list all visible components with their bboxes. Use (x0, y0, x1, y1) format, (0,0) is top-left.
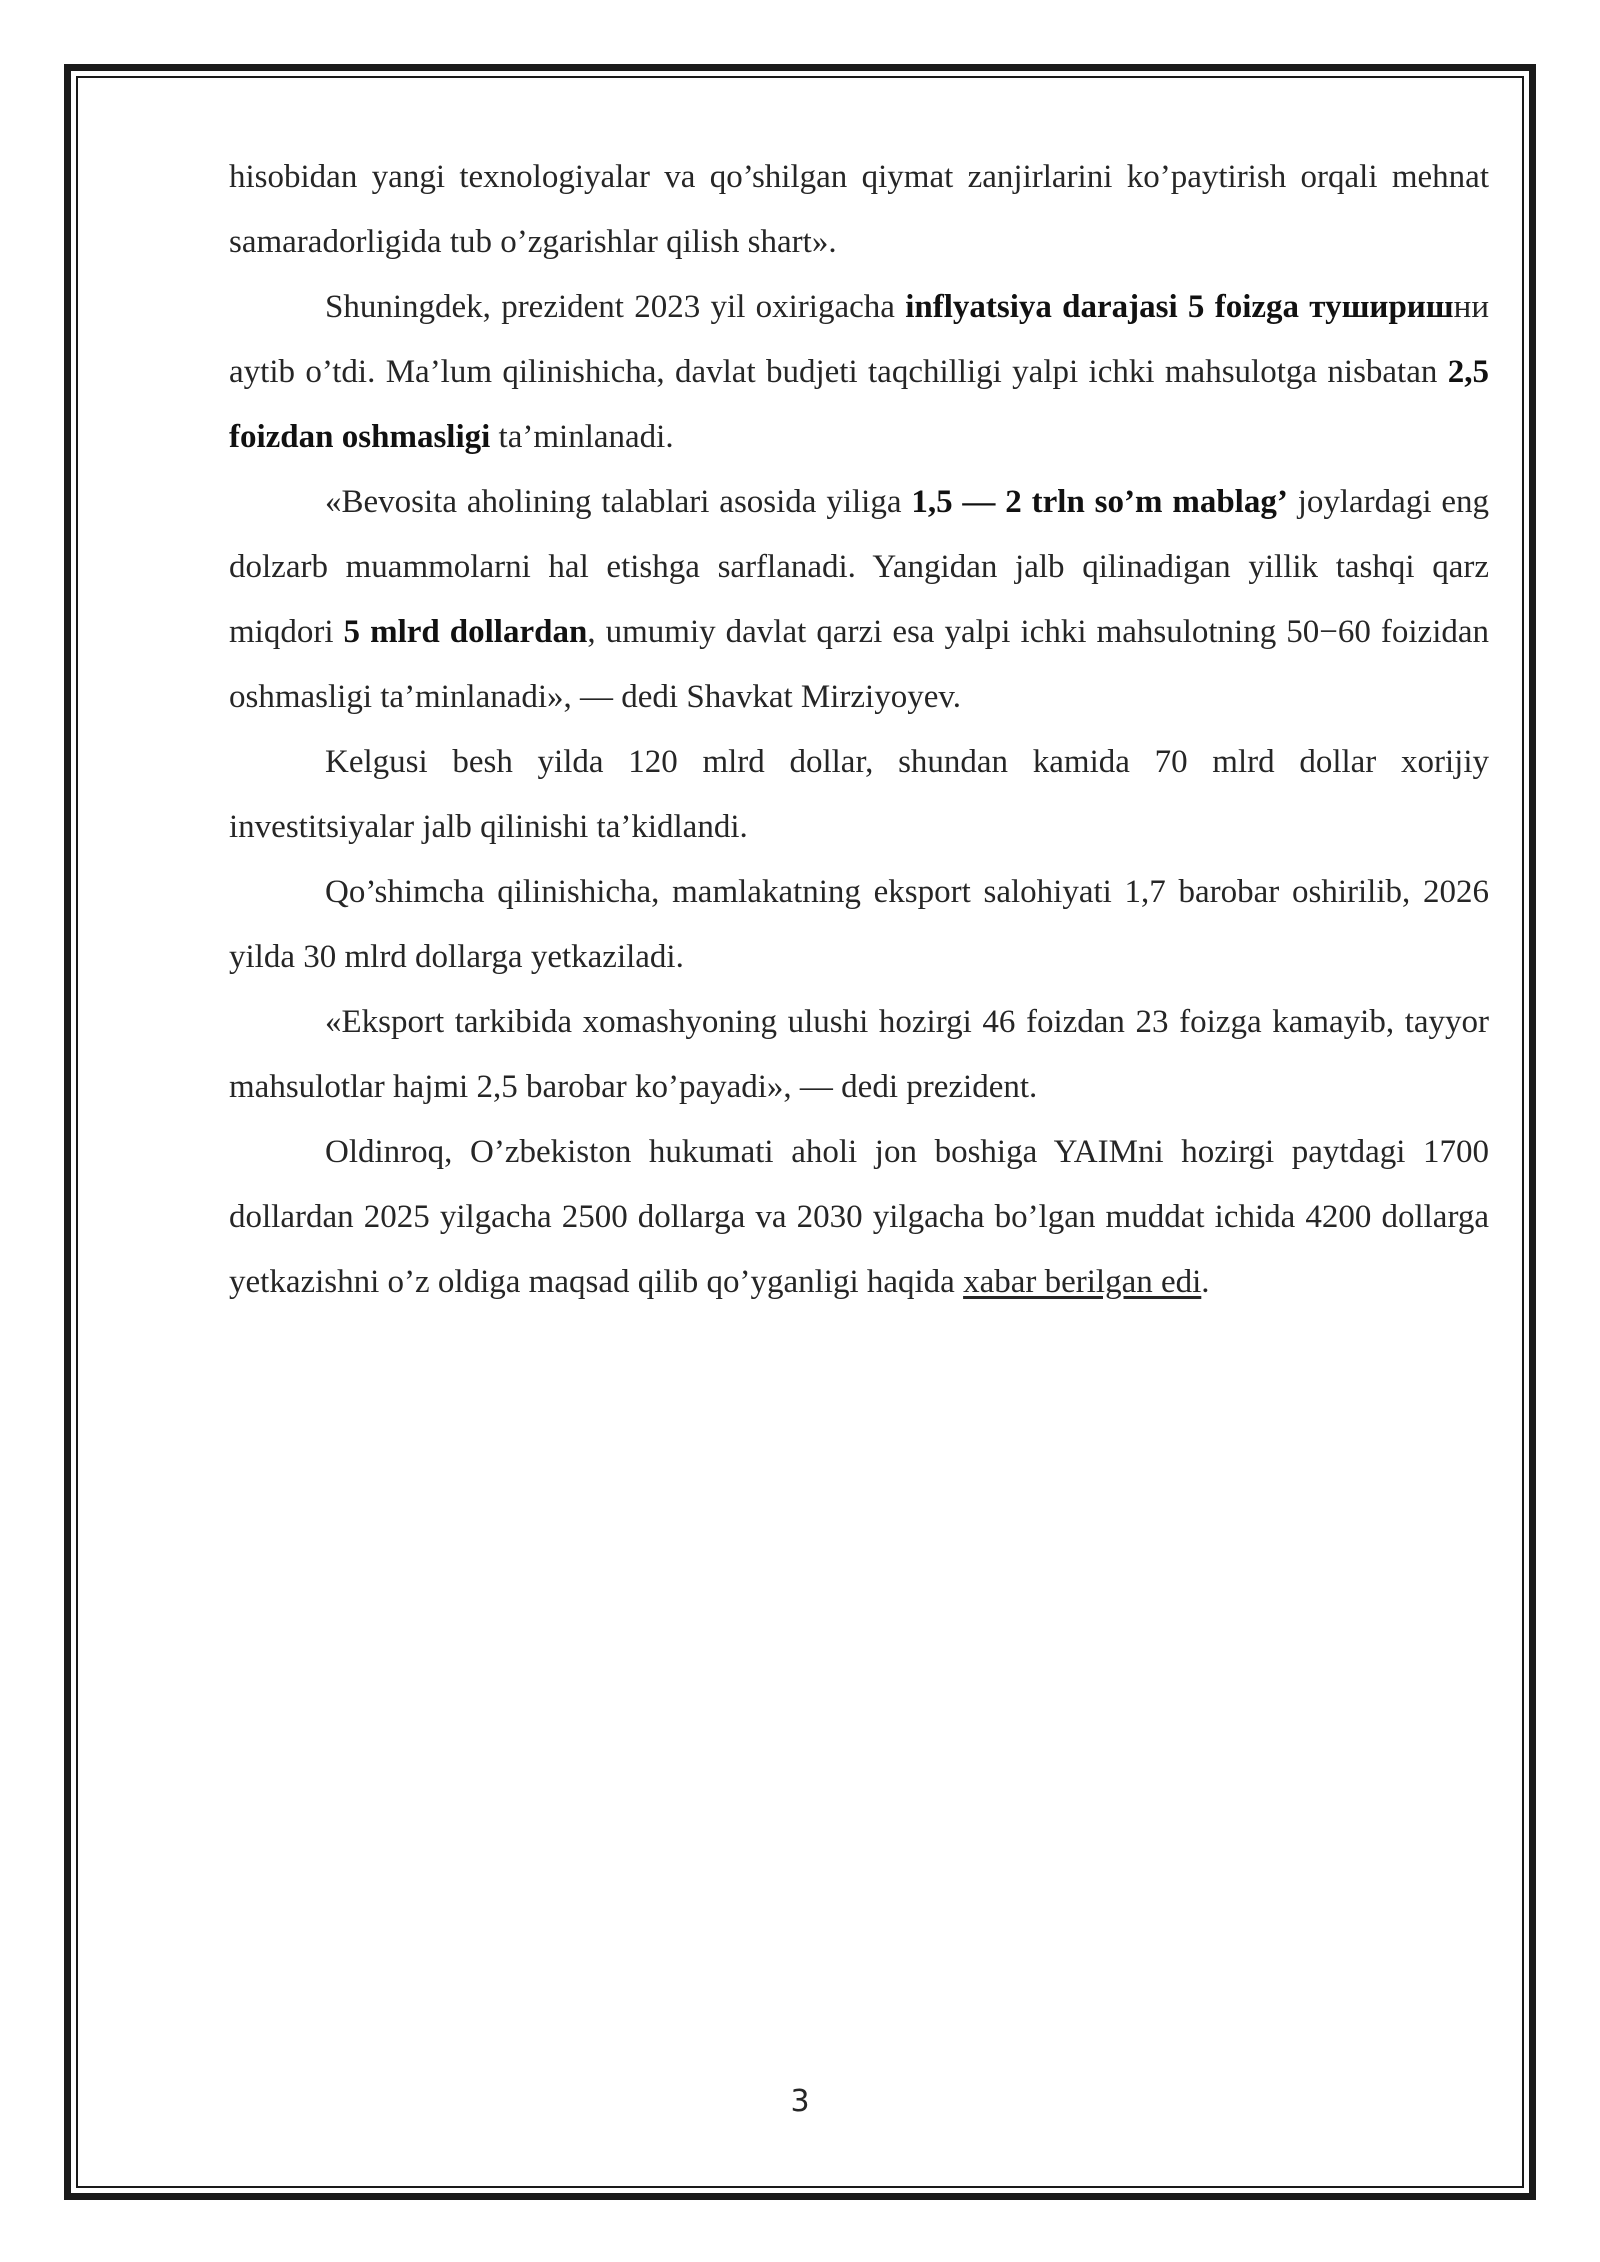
paragraph-text: joylardagi eng dolzarb muammolarni hal etishga sarflanadi. Yangidan jalb qilinadigan yillik tashqi qarz miqdori (229, 484, 1489, 650)
paragraph-5 (229, 860, 1489, 990)
paragraph-6 (229, 990, 1489, 1120)
source-link[interactable]: xabar berilgan edi (963, 1264, 1202, 1300)
emphasis-deficit-limit: 2,5 foizdan oshmasligi (229, 354, 1489, 455)
paragraph-text: ни aytib o’tdi. Ma’lum qilinishicha, davlat budjeti taqchilligi yalpi ichki mahsulotga nisbatan (229, 289, 1489, 390)
page-number: 3 (790, 2084, 810, 2119)
paragraph-7 (229, 1120, 1489, 1315)
document-body (229, 145, 1489, 1315)
paragraph-text: ta’minlanadi. (490, 419, 674, 455)
paragraph-2 (229, 275, 1489, 470)
paragraph-text: Kelgusi besh yilda 120 mlrd dollar, shundan kamida 70 mlrd dollar xorijiy investitsiyalar jalb qilinishi ta’kidlandi. (229, 744, 1489, 845)
paragraph-1 (229, 145, 1489, 275)
paragraph-text: Oldinroq, O’zbekiston hukumati aholi jon boshiga YAIMni hozirgi paytdagi 1700 dollardan 2025 yilgacha 2500 dollarga va 2030 yilgacha bo’lgan muddat ichida 4200 dollarga yetkazishni o’z oldiga maqsad qilib qo’yganligi haqida (229, 1134, 1489, 1300)
paragraph-text: Qo’shimcha qilinishicha, mamlakatning eksport salohiyati 1,7 barobar oshirilib, 2026 yilda 30 mlrd dollarga yetkaziladi. (229, 874, 1489, 975)
paragraph-text: . (1201, 1264, 1210, 1300)
paragraph-text: «Bevosita aholining talablari asosida yiliga (325, 484, 912, 520)
emphasis-external-debt: 5 mlrd dollardan (343, 614, 588, 650)
paragraph-text: Shuningdek, prezident 2023 yil oxirigacha (325, 289, 906, 325)
paragraph-text: , umumiy davlat qarzi esa yalpi ichki mahsulotning 50−60 foizidan oshmasligi ta’minlanadi», — dedi Shavkat Mirziyoyev. (229, 614, 1490, 715)
paragraph-text: hisobidan yangi texnologiyalar va qo’shilgan qiymat zanjirlarini ko’paytirish orqali mehnat samaradorligida tub o’zgarishlar qilish shart». (229, 159, 1489, 260)
emphasis-inflation-target: inflyatsiya darajasi 5 foizga тушириш (905, 289, 1454, 325)
paragraph-4 (229, 730, 1489, 860)
emphasis-annual-funds: 1,5 — 2 trln so’m mablag’ (911, 484, 1288, 520)
paragraph-3 (229, 470, 1489, 730)
paragraph-text: «Eksport tarkibida xomashyoning ulushi hozirgi 46 foizdan 23 foizga kamayib, tayyor mahsulotlar hajmi 2,5 barobar ko’payadi», — dedi prezident. (229, 1004, 1489, 1105)
